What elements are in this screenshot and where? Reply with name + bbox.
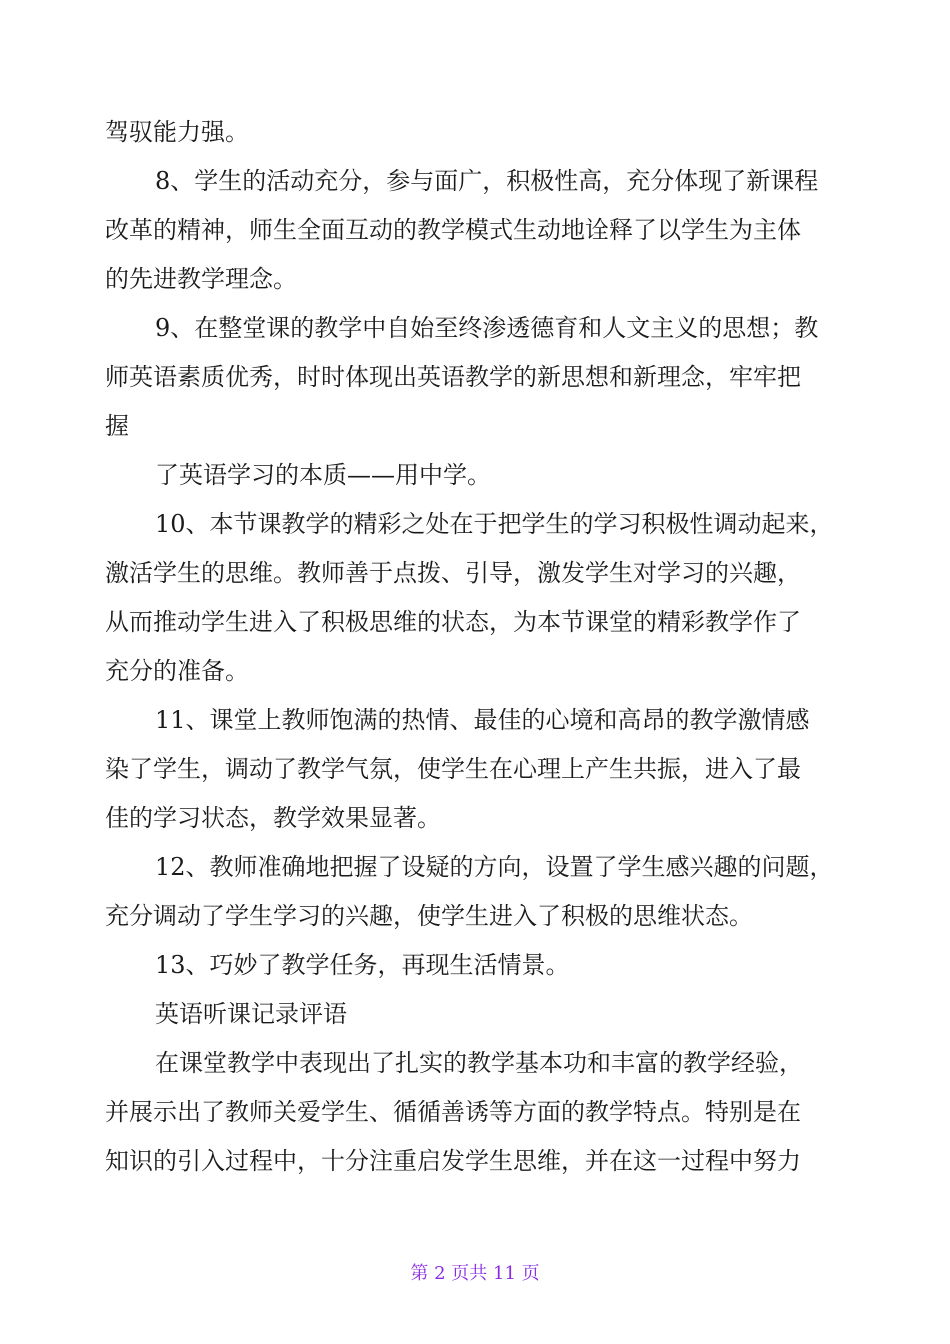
page-number-footer: 第 2 页共 11 页 (410, 1263, 540, 1284)
text-line: 12、教师准确地把握了设疑的方向，设置了学生感兴趣的问题， (155, 853, 834, 881)
text-line: 在课堂教学中表现出了扎实的教学基本功和丰富的教学经验， (155, 1049, 803, 1077)
text-line: 师英语素质优秀，时时体现出英语教学的新思想和新理念，牢牢把 (105, 363, 801, 391)
text-line: 10、本节课教学的精彩之处在于把学生的学习积极性调动起来， (155, 510, 834, 538)
text-line: 11、课堂上教师饱满的热情、最佳的心境和高昂的教学激情感 (155, 706, 810, 734)
text-line: 13、巧妙了教学任务，再现生活情景。 (155, 951, 570, 979)
text-line: 握 (105, 412, 129, 440)
text-line: 9、在整堂课的教学中自始至终渗透德育和人文主义的思想；教 (155, 314, 819, 342)
text-line: 了英语学习的本质——用中学。 (155, 461, 491, 489)
document-body (105, 108, 840, 1186)
text-line: 并展示出了教师关爱学生、循循善诱等方面的教学特点。特别是在 (105, 1098, 801, 1126)
text-line: 知识的引入过程中，十分注重启发学生思维，并在这一过程中努力 (105, 1147, 801, 1175)
text-line: 的先进教学理念。 (105, 265, 297, 293)
text-line: 充分的准备。 (105, 657, 249, 685)
text-line: 从而推动学生进入了积极思维的状态，为本节课堂的精彩教学作了 (105, 608, 801, 636)
text-line: 8、学生的活动充分，参与面广，积极性高，充分体现了新课程 (155, 167, 819, 195)
text-line: 激活学生的思维。教师善于点拨、引导，激发学生对学习的兴趣， (105, 559, 801, 587)
section-heading: 英语听课记录评语 (155, 1000, 347, 1028)
text-line: 驾驭能力强。 (105, 118, 249, 146)
text-line: 改革的精神，师生全面互动的教学模式生动地诠释了以学生为主体 (105, 216, 801, 244)
text-line: 染了学生，调动了教学气氛，使学生在心理上产生共振，进入了最 (105, 755, 801, 783)
text-line: 充分调动了学生学习的兴趣，使学生进入了积极的思维状态。 (105, 902, 753, 930)
text-line: 佳的学习状态，教学效果显著。 (105, 804, 441, 832)
